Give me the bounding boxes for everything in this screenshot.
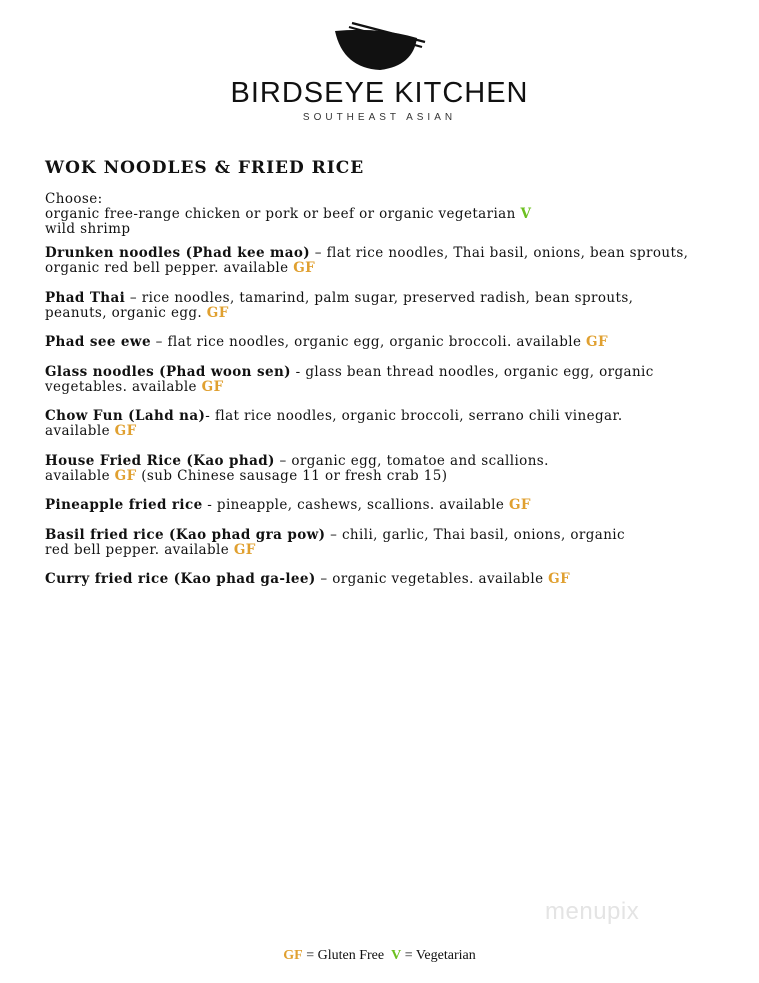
menu-item-name: House Fried Rice (Kao phad) [45,452,275,469]
menu-item: Chow Fun (Lahd na)- flat rice noodles, organic broccoli, serrano chili vinegar. available GF [45,408,623,439]
legend-v-text: = Vegetarian [401,948,476,963]
gluten-free-tag: GF [233,541,256,558]
menu-item: Phad Thai – rice noodles, tamarind, palm sugar, preserved radish, bean sprouts, peanuts, organic egg. GF [45,289,634,321]
brand-name: BIRDSEYE KITCHEN [230,77,529,109]
menu-item-name: Basil fried rice (Kao phad gra pow) [45,526,326,543]
section-title: WOK NOODLES & FRIED RICE [45,158,365,178]
menu-item-name: Drunken noodles (Phad kee mao) [45,245,311,261]
legend-v-tag: V [391,948,402,963]
gluten-free-tag: GF [206,304,229,321]
legend-gf-tag: GF [283,948,303,963]
menu-item-name: Phad see ewe [45,334,151,350]
menu-item-name: Pineapple fried rice [45,497,203,513]
choose-option-line: organic free-range chicken or pork or beef or organic vegetarian V [45,206,532,222]
bowl-with-chopsticks-icon [325,18,435,74]
legend [0,948,759,964]
gluten-free-tag: GF [114,467,137,484]
menu-item: House Fried Rice (Kao phad) – organic egg, tomatoe and scallions. available GF (sub Chinese sausage 11 or fresh crab 15) [45,452,549,484]
menu-item: Drunken noodles (Phad kee mao) – flat rice noodles, Thai basil, onions, bean sprouts, organic red bell pepper. available GF [45,245,689,276]
gluten-free-tag: GF [586,334,608,350]
menu-item-name: Glass noodles (Phad woon sen) [45,363,291,380]
menu-item: Basil fried rice (Kao phad gra pow) – chili, garlic, Thai basil, onions, organic red bell pepper. available GF [45,526,625,558]
choose-option-line: wild shrimp [45,221,131,237]
header [0,18,759,123]
choose-label: Choose: [45,191,103,207]
gluten-free-tag: GF [293,260,316,276]
gluten-free-tag: GF [114,423,137,439]
menu-item-name: Curry fried rice (Kao phad ga-lee) [45,571,316,587]
legend-gf-text: = Gluten Free [302,948,385,963]
menu-item: Curry fried rice (Kao phad ga-lee) – organic vegetables. available GF [45,571,571,587]
vegetarian-tag: V [520,206,532,222]
brand-tagline: SOUTHEAST ASIAN [302,112,457,123]
menu-item: Phad see ewe – flat rice noodles, organic egg, organic broccoli. available GF [45,334,608,350]
watermark: menupix [545,898,640,925]
gluten-free-tag: GF [201,378,224,395]
protein-choice [45,192,735,237]
menu-item-name: Chow Fun (Lahd na) [45,408,206,424]
menu-section [45,158,735,602]
menu-item-name: Phad Thai [45,289,126,306]
menu-item: Glass noodles (Phad woon sen) - glass bean thread noodles, organic egg, organic vegetables. available GF [45,363,654,395]
gluten-free-tag: GF [508,497,531,513]
gluten-free-tag: GF [548,571,571,587]
menu-item: Pineapple fried rice - pineapple, cashews, scallions. available GF [45,497,531,513]
